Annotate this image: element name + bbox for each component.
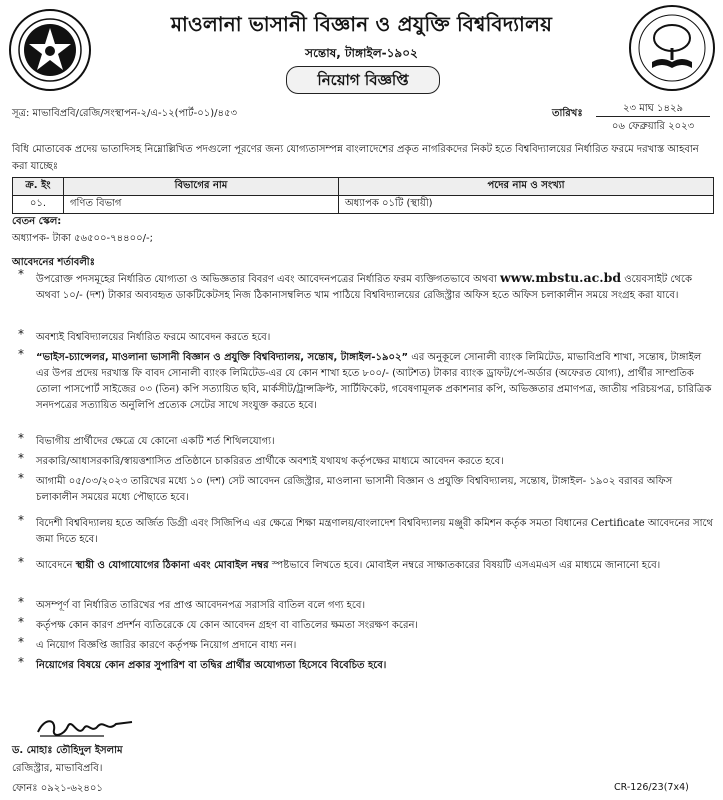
- condition-item: এ নিয়োগ বিজ্ঞপ্তি জারির কারণে কর্তৃপক্ষ নিয়োগ প্রদানে বাধ্য নন।: [36, 640, 297, 651]
- table-header-serial: ক্র. ইং: [13, 178, 64, 196]
- signer-name: ড. মোহাঃ তৌহিদুল ইসলাম: [12, 745, 123, 756]
- conditions-heading: আবেদনের শর্তাবলীঃ: [12, 257, 95, 268]
- condition-item: [36, 558, 716, 574]
- table-header-department: বিভাগের নাম: [64, 178, 339, 196]
- bullet-icon: *: [18, 267, 24, 281]
- university-name: মাওলানা ভাসানী বিজ্ঞান ও প্রযুক্তি বিশ্ববিদ্যালয়: [170, 12, 553, 36]
- bullet-icon: *: [18, 327, 24, 341]
- table-header-post: পদের নাম ও সংখ্যা: [339, 178, 714, 196]
- date-divider: [596, 116, 710, 117]
- condition-bold-text: “ভাইস-চ্যান্সেলর, মাওলানা ভাসানী বিজ্ঞান ও প্রযুক্তি বিশ্ববিদ্যালয়, সন্তোষ, টাঙ্গাইল-১৯০২”: [36, 352, 409, 363]
- table-cell-post: অধ্যাপক ০১টি (স্থায়ী): [339, 196, 714, 214]
- memo-reference: সূত্র: মাভাবিপ্রবি/রেজি/সংস্থাপন-২/এ-১২(পার্ট-০১)/৪৫৩: [12, 108, 237, 119]
- table-header-row: [13, 178, 714, 196]
- date-english: ০৬ ফেব্রুয়ারি ২০২৩: [611, 121, 695, 132]
- date-block: [590, 99, 716, 133]
- salary-label: বেতন স্কেল:: [12, 216, 62, 227]
- reference-code: CR-126/23(7x4): [614, 782, 689, 793]
- condition-item: অসম্পূর্ণ বা নির্ধারিত তারিখের পর প্রাপ্ত আবেদনপত্র সরাসরি বাতিল বলে গণ্য হবে।: [36, 600, 366, 611]
- signer-phone: ফোনঃ ০৯২১-৬২৪০১: [12, 783, 103, 794]
- condition-item: অবশ্যই বিশ্ববিদ্যালয়ের নির্ধারিত ফরমে আবেদন করতে হবে।: [36, 332, 271, 343]
- table-cell-department: গণিত বিভাগ: [64, 196, 339, 214]
- bullet-icon: *: [18, 555, 24, 569]
- condition-text: আবেদনের সাথে জমা দিতে হবে।: [36, 518, 713, 545]
- date-label: তারিখঃ: [552, 108, 583, 119]
- bullet-icon: *: [18, 471, 24, 485]
- condition-item: [36, 270, 716, 304]
- condition-text: আবেদনে: [36, 560, 73, 571]
- condition-text: স্পষ্টভাবে লিখতে হবে। মোবাইল নম্বরে সাক্ষাতকারের বিষয়টি এসএমএস এর মাধ্যমে জানানো হবে।: [271, 560, 661, 571]
- bullet-icon: *: [18, 655, 24, 669]
- handwritten-signature-icon: [34, 714, 144, 742]
- condition-text: বিদেশী বিশ্ববিদ্যালয় হতে অর্জিত ডিগ্রী এবং সিজিপিএ এর ক্ষেত্রে শিক্ষা মন্ত্রণালয়/বাংলাদেশ বিশ্ববিদ্যালয় মঞ্জুরী কমিশন কর্তৃক সমতা বিধানের: [36, 518, 588, 529]
- bullet-icon: *: [18, 595, 24, 609]
- condition-item: [36, 350, 716, 414]
- condition-text: এর অনুকূলে সোনালী ব্যাংক লিমিটেড, মাভাবিপ্রবি শাখা, সন্তোষ, টাঙ্গাইল এর উপর প্রদেয় দরখাস্ত ফি বাবদ সোনালী ব্যাংক লিমিটেড-এর যে কোন শাখা হতে ৮০০/- (আটশত) টাকার ব্যাংক ড্রাফট/পে-অর্ডার (অফেরত যোগ্য), প্রার্থীর সাম্প্রতিক তোলা পাসপোর্ট সাইজের ০৩ (তিন) কপি সত্যায়িত ছবি, মার্কসীট/ট্রান্সক্রিপ্ট, সার্টিফিকেট, গবেষণামূলক প্রকাশনার কপি, অভিজ্ঞতার প্রমাণপত্র, জাতীয় পরিচয়পত্র, চারিত্রিক সনদপত্রের সত্যায়িত অনুলিপি প্রত্যেক সেটের সাথে সংযুক্ত করতে হবে।: [36, 352, 712, 411]
- salary-value: অধ্যাপক- টাকা ৫৬৫০০-৭৪৪০০/-;: [12, 233, 153, 244]
- condition-text: ওয়েবসাইট থেকে অথবা ১০/- (দশ) টাকার অব্যবহৃত ডাকটিকেটসহ নিজ ঠিকানাসম্বলিত খাম পাঠিয়ে বিশ্ববিদ্যালয়ের রেজিস্ট্রার অফিস হতে অফিস চলাকালীন সময়ে সংগ্রহ করা যাবে।: [36, 274, 692, 301]
- university-address: সন্তোষ, টাঙ্গাইল-১৯০২: [305, 46, 418, 60]
- condition-item: বিভাগীয় প্রার্থীদের ক্ষেত্রে যে কোনো একটি শর্ত শিথিলযোগ্য।: [36, 436, 275, 447]
- bullet-icon: *: [18, 347, 24, 361]
- bullet-icon: *: [18, 635, 24, 649]
- condition-bold-text: স্থায়ী ও যোগাযোগের ঠিকানা এবং মোবাইল নম্বর: [75, 560, 269, 571]
- intro-paragraph: বিধি মোতাবেক প্রদেয় ভাতাদিসহ নিম্নোল্লিখিত পদগুলো পূরণের জন্য যোগ্যতাসম্পন্ন বাংলাদেশের প্রকৃত নাগরিকদের নিকট হতে বিশ্ববিদ্যালয়ের নির্ধারিত ফরমে দরখাস্ত আহবান করা যাচ্ছেঃ: [12, 144, 699, 172]
- date-bangla: ২৩ মাঘ ১৪২৯: [623, 103, 683, 114]
- table-cell-serial: ০১.: [13, 196, 64, 214]
- table-row: [13, 196, 714, 214]
- condition-item: সরকারি/আধাসরকারি/স্বায়ত্তশাসিত প্রতিষ্ঠানে চাকরিরত প্রার্থীকে অবশ্যই যথাযথ কর্তৃপক্ষের মাধ্যমে আবেদন করতে হবে।: [36, 456, 504, 467]
- bullet-icon: *: [18, 513, 24, 527]
- website-url: www.mbstu.ac.bd: [499, 270, 622, 285]
- notice-title: নিয়োগ বিজ্ঞপ্তি: [286, 66, 440, 94]
- certificate-word: Certificate: [590, 518, 645, 529]
- bullet-icon: *: [18, 451, 24, 465]
- posts-table: [12, 177, 714, 214]
- bullet-icon: *: [18, 615, 24, 629]
- condition-item: [36, 516, 716, 548]
- condition-text: উপরোক্ত পদসমূহের নির্ধারিত যোগ্যতা ও অভিজ্ঞতার বিবরণ এবং আবেদনপত্রের নির্ধারিত ফরম ব্যক্তিগতভাবে অথবা: [36, 274, 497, 285]
- signer-title: রেজিস্ট্রার, মাভাবিপ্রবি।: [12, 763, 103, 774]
- condition-item: আগামী ০৫/০৩/২০২৩ তারিখের মধ্যে ১০ (দশ) সেট আবেদন রেজিস্ট্রার, মাওলানা ভাসানী বিজ্ঞান ও প্রযুক্তি বিশ্ববিদ্যালয়, সন্তোষ, টাঙ্গাইল- ১৯০২ বরাবর অফিস চলাকালীন সময়ের মধ্যে পৌছাতে হবে।: [36, 476, 673, 503]
- condition-item: নিয়োগের বিষয়ে কোন প্রকার সুপারিশ বা তদ্বির প্রার্থীর অযোগ্যতা হিসেবে বিবেচিত হবে।: [36, 660, 387, 671]
- bullet-icon: *: [18, 431, 24, 445]
- condition-item: কর্তৃপক্ষ কোন কারণ প্রদর্শন ব্যতিরেকে যে কোন আবেদন গ্রহণ বা বাতিলের ক্ষমতা সংরক্ষণ করেন।: [36, 620, 418, 631]
